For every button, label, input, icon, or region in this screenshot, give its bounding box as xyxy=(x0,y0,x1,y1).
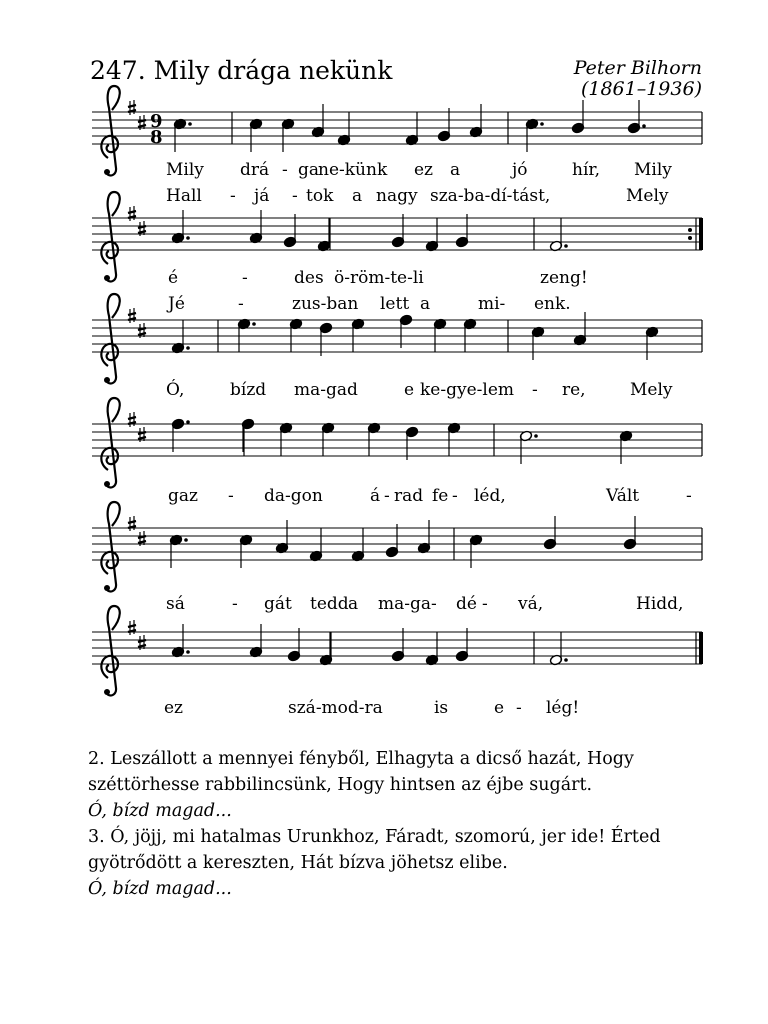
lyric-syllable: e xyxy=(494,698,505,718)
dot xyxy=(534,434,538,438)
repeat-dot xyxy=(688,236,692,240)
lyric-syllable: tok xyxy=(306,186,334,206)
lyric-syllable: Mely xyxy=(630,380,673,400)
treble-clef-icon xyxy=(101,192,119,281)
lyric-syllable: - xyxy=(232,594,238,614)
lyric-syllable: a xyxy=(420,294,431,314)
lyric-syllable: - xyxy=(516,698,522,718)
hymn-title: 247. Mily drága nekünk xyxy=(90,56,393,85)
lyric-syllable: - xyxy=(230,186,236,206)
lyric-syllable: lett xyxy=(380,294,410,314)
repeat-dot xyxy=(688,228,692,232)
lyric-syllable: ke-gye-lem xyxy=(420,380,515,400)
key-signature-sharps-icon xyxy=(128,308,146,338)
dot xyxy=(186,236,190,240)
lyric-syllable: Mely xyxy=(626,186,669,206)
lyric-syllable: ne-künk xyxy=(318,160,388,180)
key-signature-sharps-icon xyxy=(128,100,146,130)
lyric-syllable: é xyxy=(168,268,179,288)
key-signature-sharps-icon xyxy=(128,516,146,546)
lyric-syllable: a xyxy=(450,160,461,180)
composer-name: Peter Bilhorn xyxy=(573,57,702,79)
dot xyxy=(252,322,256,326)
verse-3-line-1: 3. Ó, jöjj, mi hatalmas Urunkhoz, Fáradt, szomorú, jer ide! Érted xyxy=(88,827,661,847)
lyric-syllable: léd, xyxy=(474,486,506,506)
dot xyxy=(642,124,646,128)
dot xyxy=(564,658,568,662)
additional-verses xyxy=(88,746,718,902)
lyric-syllable: - xyxy=(228,486,234,506)
lyric-syllable: ö-röm-te-li xyxy=(334,268,424,288)
lyric-syllable: lég! xyxy=(546,698,580,718)
lyric-syllable: - xyxy=(452,486,458,506)
dot xyxy=(186,420,190,424)
verse-2-refrain: Ó, bízd magad... xyxy=(88,801,232,821)
lyric-syllable: - xyxy=(482,594,488,614)
lyric-syllable: fe xyxy=(432,486,449,506)
staff-system-4 xyxy=(92,398,702,487)
dot xyxy=(540,122,544,126)
lyric-syllable: rad xyxy=(394,486,424,506)
treble-clef-icon xyxy=(101,606,119,695)
verse-3-refrain: Ó, bízd magad... xyxy=(88,879,232,899)
repeat-barline-thick xyxy=(699,218,703,250)
lyric-syllable: ma-gad xyxy=(294,380,358,400)
lyric-syllable: gát xyxy=(264,594,292,614)
lyric-syllable: Hidd, xyxy=(636,594,684,614)
lyric-syllable: a xyxy=(348,594,359,614)
key-signature-sharps-icon xyxy=(128,206,146,236)
treble-clef-icon xyxy=(101,86,119,175)
lyric-syllable: dé xyxy=(456,594,477,614)
lyric-syllable: Jé xyxy=(168,294,185,314)
lyric-syllable: des xyxy=(294,268,324,288)
lyric-syllable: tedd xyxy=(310,594,349,614)
composer-years: (1861–1936) xyxy=(580,78,702,100)
dot xyxy=(186,650,190,654)
lyric-syllable: da-gon xyxy=(264,486,323,506)
verse-2-line-1: 2. Leszállott a mennyei fényből, Elhagyta a dicső hazát, Hogy xyxy=(88,749,634,769)
lyric-syllable: - xyxy=(384,486,390,506)
lyric-syllable: zus-ban xyxy=(292,294,359,314)
lyric-syllable: á xyxy=(370,486,381,506)
lyric-syllable: - xyxy=(282,160,288,180)
lyric-syllable: - xyxy=(292,186,298,206)
key-signature-sharps-icon xyxy=(128,620,146,650)
lyric-syllable: nagy xyxy=(376,186,418,206)
lyric-syllable: já xyxy=(254,186,270,206)
lyric-syllable: vá, xyxy=(518,594,544,614)
key-signature-sharps-icon xyxy=(128,412,146,442)
lyric-syllable: ga xyxy=(298,160,320,180)
lyric-syllable: re, xyxy=(562,380,586,400)
lyric-syllable: gaz xyxy=(168,486,198,506)
lyric-syllable: ez xyxy=(414,160,434,180)
lyric-syllable: sza-ba-dí-tást, xyxy=(430,186,551,206)
lyric-syllable: enk. xyxy=(534,294,571,314)
lyric-syllable: - xyxy=(238,294,244,314)
treble-clef-icon xyxy=(101,398,119,487)
lyric-syllable: - xyxy=(686,486,692,506)
treble-clef-icon xyxy=(101,502,119,591)
dot xyxy=(188,122,192,126)
lyric-syllable: Hall xyxy=(166,186,202,206)
verse-3-line-2: gyötrődött a kereszten, Hát bízva jöhetsz elibe. xyxy=(88,853,508,873)
lyric-syllable: zeng! xyxy=(540,268,588,288)
lyric-syllable: - xyxy=(242,268,248,288)
time-signature-top: 9 xyxy=(150,111,163,132)
lyric-syllable: sá xyxy=(166,594,185,614)
treble-clef-icon xyxy=(101,294,119,383)
lyric-syllable: Mily xyxy=(166,160,204,180)
dot xyxy=(186,346,190,350)
final-barline-thick xyxy=(699,632,703,664)
lyric-syllable: szá-mod-ra xyxy=(288,698,383,718)
lyric-syllable: ez xyxy=(164,698,184,718)
lyric-syllable: hír, xyxy=(572,160,601,180)
lyric-syllable: mi- xyxy=(478,294,506,314)
lyric-syllable: drá xyxy=(240,160,270,180)
lyric-syllable: Mily xyxy=(634,160,672,180)
lyric-syllable: e xyxy=(404,380,415,400)
lyric-syllable: a xyxy=(352,186,363,206)
lyric-syllable: jó xyxy=(512,160,528,180)
lyric-syllable: Vált xyxy=(606,486,640,506)
lyric-syllable: ma-ga- xyxy=(378,594,437,614)
time-signature-bottom: 8 xyxy=(150,127,163,148)
verse-2-line-2: széttörhesse rabbilincsünk, Hogy hintsen az éjbe sugárt. xyxy=(88,775,593,795)
lyric-syllable: - xyxy=(532,380,538,400)
dot xyxy=(184,538,188,542)
lyric-syllable: is xyxy=(434,698,449,718)
dot xyxy=(564,244,568,248)
lyric-syllable: Ó, xyxy=(166,380,185,400)
lyric-syllable: bízd xyxy=(230,380,267,400)
